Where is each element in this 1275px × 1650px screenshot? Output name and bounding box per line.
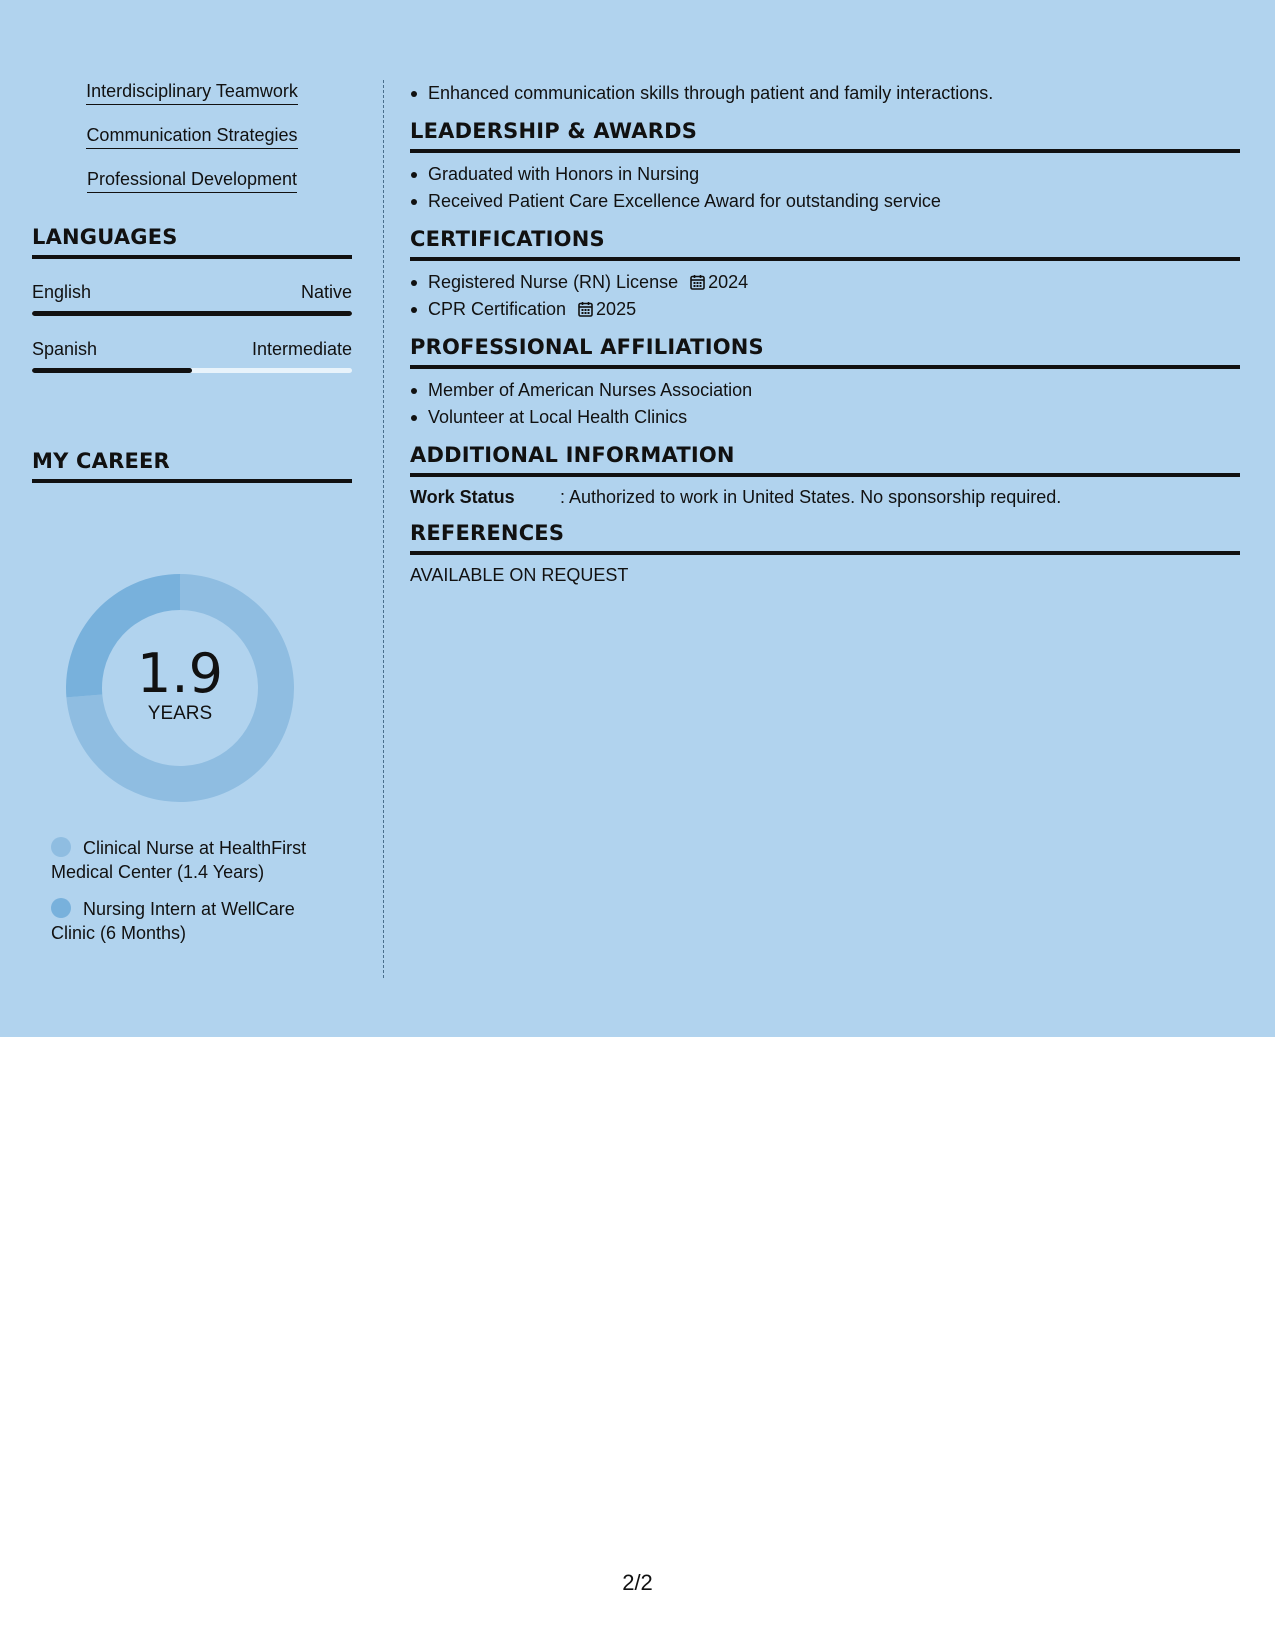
career-total-value: 1.9 bbox=[137, 642, 223, 705]
work-status-label: Work Status bbox=[410, 487, 515, 507]
language-proficiency-fill bbox=[32, 311, 352, 316]
language-level: Intermediate bbox=[251, 339, 352, 359]
bullet-item: Graduated with Honors in Nursing bbox=[410, 161, 1240, 188]
experience-bullets bbox=[410, 80, 1240, 107]
additional-info-heading: ADDITIONAL INFORMATION bbox=[410, 443, 1240, 477]
legend-dot bbox=[51, 898, 71, 918]
calendar-icon bbox=[578, 301, 593, 317]
certification-year: 2025 bbox=[596, 299, 637, 319]
work-status-row bbox=[410, 485, 1240, 509]
legend-label: Clinical Nurse at HealthFirst Medical Center (1.4 Years) bbox=[51, 838, 307, 882]
language-proficiency-fill bbox=[32, 368, 192, 373]
career-total-unit: YEARS bbox=[147, 703, 213, 724]
certification-name: Registered Nurse (RN) License bbox=[428, 272, 679, 292]
page-number: 2/2 bbox=[622, 1570, 653, 1595]
skill-item: Professional Development bbox=[87, 168, 297, 193]
references-heading: REFERENCES bbox=[410, 521, 1240, 555]
legend-label: Nursing Intern at WellCare Clinic (6 Months) bbox=[51, 899, 295, 943]
right-column bbox=[410, 80, 1240, 587]
affiliations-section bbox=[410, 335, 1240, 431]
language-item bbox=[32, 281, 352, 316]
left-column bbox=[32, 80, 352, 483]
language-item bbox=[32, 338, 352, 373]
certifications-section bbox=[410, 227, 1240, 323]
bullet-item: Received Patient Care Excellence Award for outstanding service bbox=[410, 188, 1240, 215]
certifications-heading: CERTIFICATIONS bbox=[410, 227, 1240, 261]
leadership-heading: LEADERSHIP & AWARDS bbox=[410, 119, 1240, 153]
legend-dot bbox=[51, 837, 71, 857]
calendar-icon bbox=[690, 274, 705, 290]
work-status-value: : Authorized to work in United States. No sponsorship required. bbox=[560, 487, 1062, 507]
career-legend bbox=[51, 836, 341, 958]
legend-item bbox=[51, 836, 341, 884]
bullet-item: Volunteer at Local Health Clinics bbox=[410, 404, 1240, 431]
certification-item bbox=[410, 296, 1240, 323]
certification-year: 2024 bbox=[708, 272, 749, 292]
language-proficiency-bar bbox=[32, 368, 352, 373]
column-divider bbox=[383, 80, 384, 978]
career-heading: MY CAREER bbox=[32, 449, 352, 483]
legend-item bbox=[51, 897, 341, 945]
certification-item bbox=[410, 269, 1240, 296]
affiliations-heading: PROFESSIONAL AFFILIATIONS bbox=[410, 335, 1240, 369]
bullet-item: Member of American Nurses Association bbox=[410, 377, 1240, 404]
skill-item: Communication Strategies bbox=[86, 124, 297, 149]
language-name: English bbox=[32, 282, 92, 302]
skill-item: Interdisciplinary Teamwork bbox=[86, 80, 298, 105]
career-donut-chart bbox=[66, 574, 294, 802]
languages-heading: LANGUAGES bbox=[32, 225, 352, 259]
bullet-item: Enhanced communication skills through patient and family interactions. bbox=[410, 80, 1240, 107]
language-name: Spanish bbox=[32, 339, 98, 359]
references-text: AVAILABLE ON REQUEST bbox=[410, 565, 629, 585]
references-section bbox=[410, 521, 1240, 587]
certification-name: CPR Certification bbox=[428, 299, 567, 319]
leadership-section bbox=[410, 119, 1240, 215]
language-level: Native bbox=[300, 282, 352, 302]
language-proficiency-bar bbox=[32, 311, 352, 316]
donut-center bbox=[66, 574, 294, 802]
additional-info-section bbox=[410, 443, 1240, 509]
